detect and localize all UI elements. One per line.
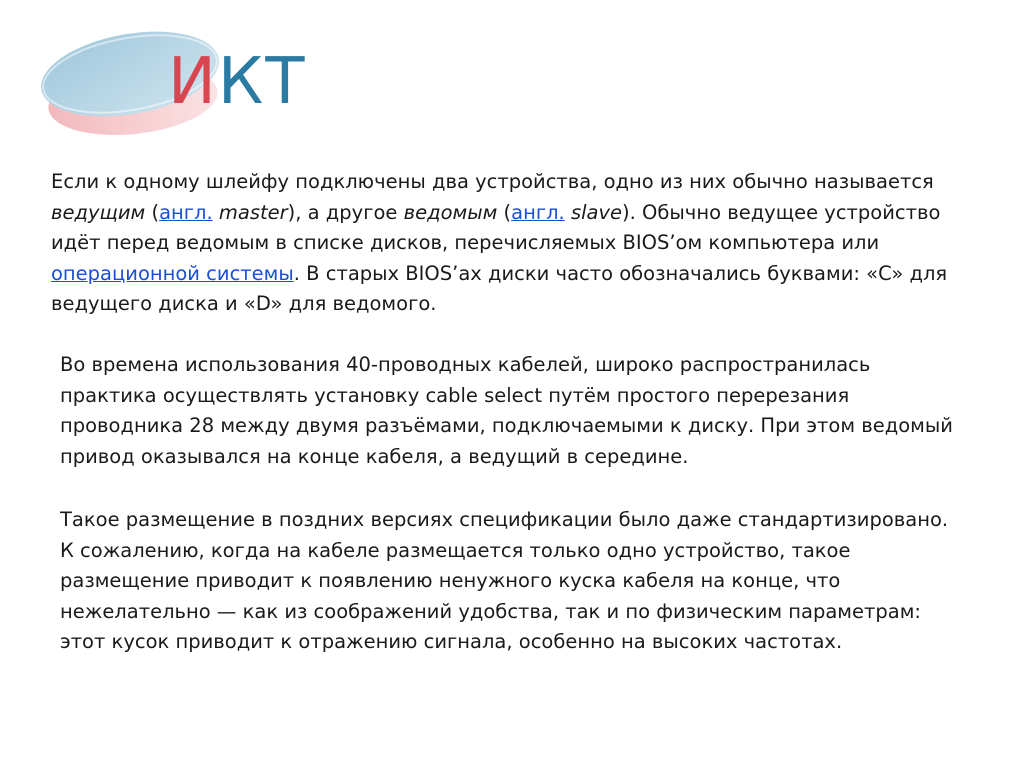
logo-letter-i: И (168, 45, 218, 119)
ikt-logo (38, 28, 328, 143)
paragraph-master-slave (51, 167, 951, 320)
paragraph-cable-select: Во времена использования 40-проводных кабелей, широко распространилась практика осуществлять установку cable select путём простого перерезания проводника 28 между двумя разъёмами, подключаемыми к диску. При этом ведомый привод оказывался на конце кабеля, а ведущий в середине. (60, 353, 953, 468)
word-master: master (218, 200, 288, 224)
term-master: ведущим (51, 200, 146, 224)
link-engl-slave[interactable]: англ. (511, 200, 565, 224)
word-slave: slave (570, 200, 623, 224)
logo-letters-kt: КТ (217, 45, 307, 119)
text-segment: ), а другое (287, 200, 404, 224)
term-slave: ведомым (403, 200, 498, 224)
text-segment: ( (145, 200, 160, 224)
link-operating-system[interactable]: операционной системы (51, 261, 294, 285)
link-engl-master[interactable]: англ. (159, 200, 213, 224)
text-segment: . В старых BIOS’ах диски часто обозначались буквами: «C» для ведущего диска и «D» для ведомого. (51, 261, 948, 315)
text-segment: Если к одному шлейфу подключены два устройства, одно из них обычно называется (51, 170, 934, 193)
paragraph-standardization: Такое размещение в поздних версиях спецификации было даже стандартизировано. К сожалению, когда на кабеле размещается только одно устройство, такое размещение приводит к появлению ненужного куска кабеля на конце, что нежелательно — как из соображений удобства, так и по физическим параметрам: этот кусок приводит к отражению сигнала, особенно на высоких частотах. (60, 508, 949, 653)
text-segment: ( (497, 200, 512, 224)
text-segment: ). Обычно ведущее устройство идёт перед ведомым в списке дисков, перечисляемых BIOS’ом компьютера или (51, 200, 941, 254)
logo-text (168, 42, 306, 122)
